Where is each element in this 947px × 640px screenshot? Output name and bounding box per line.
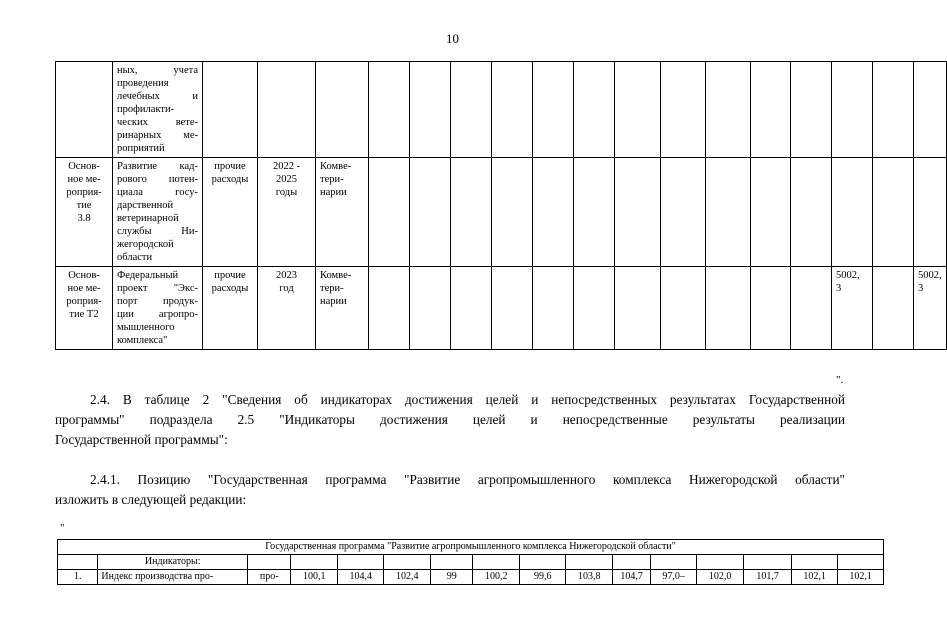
indicator-value: 101,7	[744, 570, 792, 585]
period	[258, 62, 316, 158]
measure-id-line: тие	[76, 200, 92, 211]
executor-line: тери-	[320, 174, 344, 185]
indicator-value: 104,4	[337, 570, 384, 585]
empty-cell	[430, 555, 472, 570]
measure-name-line: жегородской	[117, 239, 174, 250]
indicator-row	[58, 570, 884, 585]
measure-id-line: Основ-	[68, 161, 100, 172]
measure-name-line: циала госу-	[117, 187, 198, 198]
empty-cell	[384, 555, 431, 570]
period	[258, 158, 316, 267]
empty-cell	[566, 555, 613, 570]
executor-line: Комве-	[320, 270, 352, 281]
expense-type	[203, 62, 258, 158]
indicators-title-row	[58, 540, 884, 555]
empty-cell	[706, 158, 751, 267]
paragraph-2-4-1	[55, 470, 845, 510]
empty-cell	[533, 267, 574, 350]
program-title: Государственная программа "Развитие агропромышленного комплекса Нижегородской области"	[58, 540, 884, 555]
paragraph-line: программы" подраздела 2.5 "Индикаторы достижения целей и непосредственные результаты реализации	[55, 412, 845, 427]
indicator-value: 103,8	[566, 570, 613, 585]
empty-cell	[612, 555, 650, 570]
measure-id	[56, 158, 113, 267]
measure-id-line: роприя-	[66, 296, 102, 307]
empty-cell	[519, 555, 566, 570]
measure-name-line: профилакти-	[117, 104, 175, 115]
period-line: годы	[275, 187, 298, 198]
executor	[316, 158, 369, 267]
empty-cell	[410, 158, 451, 267]
empty-cell	[291, 555, 338, 570]
measure-name-line: ных, учета	[117, 65, 198, 76]
paragraph-line: Государственной программы":	[55, 432, 228, 447]
measure-name	[113, 267, 203, 350]
empty-cell	[369, 62, 410, 158]
total-cell	[914, 158, 947, 267]
indicator-value: 97,0–	[651, 570, 696, 585]
closing-quote: ".	[836, 374, 844, 386]
empty-cell	[873, 62, 914, 158]
indicator-value: 102,0	[696, 570, 744, 585]
expense-type-line: расходы	[211, 174, 249, 185]
period-line: 2023	[276, 270, 297, 281]
expense-type	[203, 267, 258, 350]
indicator-value: 102,1	[791, 570, 838, 585]
funding-table	[55, 61, 947, 350]
empty-cell	[661, 158, 706, 267]
empty-cell	[615, 158, 661, 267]
empty-cell	[651, 555, 696, 570]
empty-cell	[533, 62, 574, 158]
empty-cell	[751, 267, 791, 350]
empty-cell	[751, 62, 791, 158]
measure-id-line: ное ме-	[67, 283, 101, 294]
empty-cell	[751, 158, 791, 267]
empty-cell	[574, 62, 615, 158]
indicator-name: Индекс производства про-	[98, 570, 248, 585]
empty-cell	[574, 267, 615, 350]
measure-name-line: комплекса"	[117, 335, 168, 346]
empty-cell	[410, 267, 451, 350]
empty-cell	[451, 158, 492, 267]
empty-cell	[838, 555, 884, 570]
total-cell	[914, 62, 947, 158]
measure-name-line: ветеринарной	[117, 213, 179, 224]
measure-name-line: Развитие кад-	[117, 161, 198, 172]
paragraph-line: изложить в следующей редакции:	[55, 492, 247, 507]
empty-cell	[661, 62, 706, 158]
empty-cell	[696, 555, 744, 570]
measure-name-line: Федеральный	[117, 270, 179, 281]
empty-cell	[706, 267, 751, 350]
empty-cell	[574, 158, 615, 267]
period-line: 2025	[276, 174, 297, 185]
measure-name-line: роприятий	[117, 143, 165, 154]
indicator-value: 102,1	[838, 570, 884, 585]
measure-name-line: порт продук-	[117, 296, 198, 307]
executor-line: Комве-	[320, 161, 352, 172]
paragraph-2-4	[55, 390, 845, 450]
empty-cell	[451, 62, 492, 158]
funding-row	[56, 62, 947, 158]
indicator-value: 100,1	[291, 570, 338, 585]
measure-id	[56, 62, 113, 158]
measure-name	[113, 158, 203, 267]
period	[258, 267, 316, 350]
paragraph-line: 2.4. В таблице 2 "Сведения об индикаторах достижения целей и непосредственных результатах Государственной	[90, 392, 845, 407]
indicators-table	[57, 539, 884, 585]
measure-name	[113, 62, 203, 158]
indicator-value: 99,6	[519, 570, 566, 585]
empty-cell	[410, 62, 451, 158]
empty-cell	[337, 555, 384, 570]
empty-cell	[533, 158, 574, 267]
empty-cell	[473, 555, 520, 570]
executor-line: тери-	[320, 283, 344, 294]
measure-name-line: ринарных ме-	[117, 130, 198, 141]
measure-id	[56, 267, 113, 350]
empty-cell	[873, 158, 914, 267]
indicators-label-row	[58, 555, 884, 570]
empty-cell	[369, 267, 410, 350]
expense-type-line: прочие	[214, 161, 246, 172]
measure-name-line: мышленного	[117, 322, 175, 333]
empty-cell	[706, 62, 751, 158]
expense-type-line: прочие	[214, 270, 246, 281]
expense-type-line: расходы	[211, 283, 249, 294]
measure-name-line: проведения	[117, 78, 169, 89]
empty-cell	[451, 267, 492, 350]
measure-name-line: ческих вете-	[117, 117, 198, 128]
indicator-value: 99	[430, 570, 472, 585]
empty-cell	[492, 158, 533, 267]
executor-line: нарии	[320, 187, 347, 198]
empty-cell	[791, 158, 832, 267]
measure-name-line: рового потен-	[117, 174, 198, 185]
measure-name-line: дарственной	[117, 200, 174, 211]
empty-cell	[615, 267, 661, 350]
funding-row	[56, 267, 947, 350]
empty-cell	[661, 267, 706, 350]
empty-cell	[492, 62, 533, 158]
expense-type	[203, 158, 258, 267]
empty-cell	[58, 555, 98, 570]
empty-cell	[791, 267, 832, 350]
empty-cell	[791, 555, 838, 570]
measure-name-line: лечебных и	[117, 91, 198, 102]
value-cell	[832, 62, 873, 158]
measure-id-line: тие Т2	[69, 309, 99, 320]
opening-quote: "	[60, 522, 65, 534]
indicator-value: 104,7	[612, 570, 650, 585]
measure-id-line: ное ме-	[67, 174, 101, 185]
value-cell: 5002, 3	[832, 267, 873, 350]
empty-cell	[744, 555, 792, 570]
measure-name-line: области	[117, 252, 153, 263]
indicator-unit: про-	[248, 570, 291, 585]
measure-name-line: проект "Экс-	[117, 283, 198, 294]
paragraph-line: 2.4.1. Позицию "Государственная программа "Развитие агропромышленного комплекса Нижегородской области"	[90, 472, 845, 487]
empty-cell	[873, 267, 914, 350]
empty-cell	[615, 62, 661, 158]
measure-name-line: ции агропро-	[117, 309, 198, 320]
funding-row	[56, 158, 947, 267]
empty-cell	[791, 62, 832, 158]
measure-id-line: роприя-	[66, 187, 102, 198]
total-cell: 5002, 3	[914, 267, 947, 350]
value-cell	[832, 158, 873, 267]
indicators-label: Индикаторы:	[98, 555, 248, 570]
empty-cell	[492, 267, 533, 350]
empty-cell	[248, 555, 291, 570]
page-number: 10	[446, 31, 459, 46]
empty-cell	[369, 158, 410, 267]
executor-line: нарии	[320, 296, 347, 307]
period-line: 2022 -	[272, 161, 301, 172]
indicator-value: 100,2	[473, 570, 520, 585]
executor	[316, 267, 369, 350]
measure-name-line: службы Ни-	[117, 226, 198, 237]
period-line: год	[279, 283, 294, 294]
indicator-number: 1.	[58, 570, 98, 585]
measure-id-line: Основ-	[68, 270, 100, 281]
indicator-value: 102,4	[384, 570, 431, 585]
executor	[316, 62, 369, 158]
measure-id-line: 3.8	[77, 213, 91, 224]
